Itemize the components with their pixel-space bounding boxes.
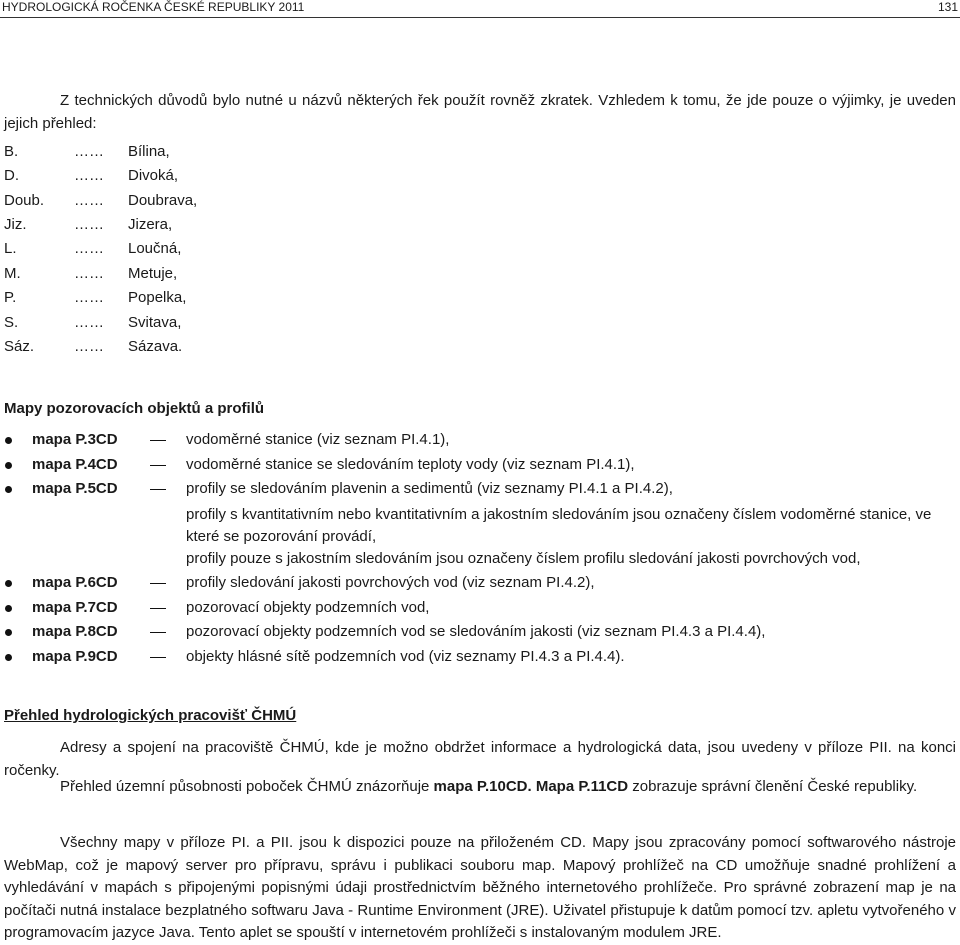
map-list-item (0, 571, 960, 595)
cd-maps-paragraph: Všechny mapy v příloze PI. a PII. jsou k dispozici pouze na přiloženém CD. Mapy jsou zpracovány pomocí softwarového nástroje WebMap, což je mapový server pro přípravu, správu i publikaci souboru map. Mapový prohlížeč na CD umožňuje snadné prohlížení a vyhledávání v mapách s připojenými popisnými údaji prostřednictvím běžného internetového prohlížeče. Pro správné zobrazení map je na počítači nutná instalace bezplatného softwaru Java - Runtime Environment (JRE). Uživatel přistupuje k datům pomocí tzv. apletu vytvořeného v programovacím jazyce Java. Tento aplet se spouští v internetovém prohlížeči s instalovaným modulem JRE. (4, 834, 956, 941)
abbreviation-short: Sáz. (4, 338, 35, 355)
abbreviation-full-name: Popelka, (128, 289, 187, 306)
running-title: HYDROLOGICKÁ ROČENKA ČESKÉ REPUBLIKY 2011 (2, 0, 305, 14)
abbreviation-short: Jiz. (4, 216, 27, 233)
abbreviation-full-name: Metuje, (128, 265, 178, 282)
dash-separator (150, 440, 166, 441)
abbreviation-short: B. (4, 143, 19, 160)
dash-separator (150, 608, 166, 609)
map-description: profily sledování jakosti povrchových vod (viz seznam PI.4.2), (186, 574, 595, 591)
abbreviation-full-name: Loučná, (128, 240, 182, 257)
abbreviation-full-name: Jizera, (128, 216, 173, 233)
bullet-icon (5, 629, 12, 636)
abbreviation-dots: …… (74, 265, 104, 282)
abbreviation-dots: …… (74, 167, 104, 184)
page-header (0, 0, 960, 18)
map-list-item (0, 645, 960, 669)
p5-note-quantitative: profily s kvantitativním nebo kvantitativním a jakostním sledováním jsou označeny číslem vodoměrné stanice, ve které se pozorování provádí, (186, 506, 932, 545)
map-description: vodoměrné stanice (viz seznam PI.4.1), (186, 431, 450, 448)
workplaces-paragraph-1: Adresy a spojení na pracoviště ČHMÚ, kde je možno obdržet informace a hydrologická data, jsou uvedeny v příloze PII. na konci ročenky. (4, 739, 956, 779)
bullet-icon (5, 605, 12, 612)
map-name: mapa P.4CD (32, 456, 118, 473)
map-list-item (0, 620, 960, 644)
map-description: pozorovací objekty podzemních vod se sledováním jakosti (viz seznam PI.4.3 a PI.4.4), (186, 623, 766, 640)
dash-separator (150, 465, 166, 466)
map-description: profily se sledováním plavenin a sedimentů (viz seznamy PI.4.1 a PI.4.2), (186, 480, 673, 497)
workplaces-heading: Přehled hydrologických pracovišť ČHMÚ (4, 707, 297, 724)
dash-separator (150, 583, 166, 584)
abbreviation-full-name: Sázava. (128, 338, 183, 355)
map-description: objekty hlásné sítě podzemních vod (viz seznamy PI.4.3 a PI.4.4). (186, 648, 625, 665)
map-name: mapa P.3CD (32, 431, 118, 448)
abbreviation-dots: …… (74, 289, 104, 306)
abbreviation-dots: …… (74, 192, 104, 209)
abbreviation-dots: …… (74, 216, 104, 233)
map-name: mapa P.5CD (32, 480, 118, 497)
map-list-item (0, 453, 960, 477)
abbreviation-short: Doub. (4, 192, 45, 209)
bullet-icon (5, 462, 12, 469)
abbreviation-short: M. (4, 265, 21, 282)
abbreviation-full-name: Bílina, (128, 143, 170, 160)
abbreviation-short: P. (4, 289, 17, 306)
maps-heading: Mapy pozorovacích objektů a profilů (4, 400, 265, 417)
abbreviation-full-name: Doubrava, (128, 192, 198, 209)
map-name: mapa P.9CD (32, 648, 118, 665)
map-name: mapa P.8CD (32, 623, 118, 640)
map-list-item (0, 428, 960, 452)
bullet-icon (5, 654, 12, 661)
abbreviation-short: D. (4, 167, 19, 184)
bullet-icon (5, 437, 12, 444)
map-name: mapa P.6CD (32, 574, 118, 591)
map-list-item (0, 477, 960, 501)
map-p10-ref: mapa P.10CD. (433, 778, 532, 795)
abbreviation-full-name: Divoká, (128, 167, 179, 184)
abbreviation-dots: …… (74, 240, 104, 257)
workplaces-paragraph-2 (4, 775, 956, 798)
abbreviation-full-name: Svitava, (128, 314, 182, 331)
map-p11-ref: Mapa P.11CD (535, 778, 629, 795)
map-list-item (0, 596, 960, 620)
map-description: vodoměrné stanice se sledováním teploty vody (viz seznam PI.4.1), (186, 456, 635, 473)
bullet-icon (5, 486, 12, 493)
dash-separator (150, 657, 166, 658)
abbreviation-dots: …… (74, 314, 104, 331)
abbreviation-short: L. (4, 240, 17, 257)
abbreviation-dots: …… (74, 143, 104, 160)
para2-text-a: Přehled územní působnosti poboček ČHMÚ znázorňuje (60, 778, 434, 795)
para2-text-d: zobrazuje správní členění České republiky. (628, 778, 918, 795)
abbreviation-dots: …… (74, 338, 104, 355)
bullet-icon (5, 580, 12, 587)
map-name: mapa P.7CD (32, 599, 118, 616)
map-description: pozorovací objekty podzemních vod, (186, 599, 430, 616)
p5-note-quality: profily pouze s jakostním sledováním jsou označeny číslem profilu sledování jakosti povrchových vod, (186, 550, 861, 567)
dash-separator (150, 632, 166, 633)
intro-paragraph: Z technických důvodů bylo nutné u názvů některých řek použít rovněž zkratek. Vzhledem k tomu, že jde pouze o výjimky, je uveden jejich přehled: (4, 92, 956, 132)
page-number: 131 (937, 0, 958, 14)
abbreviation-short: S. (4, 314, 19, 331)
dash-separator (150, 489, 166, 490)
